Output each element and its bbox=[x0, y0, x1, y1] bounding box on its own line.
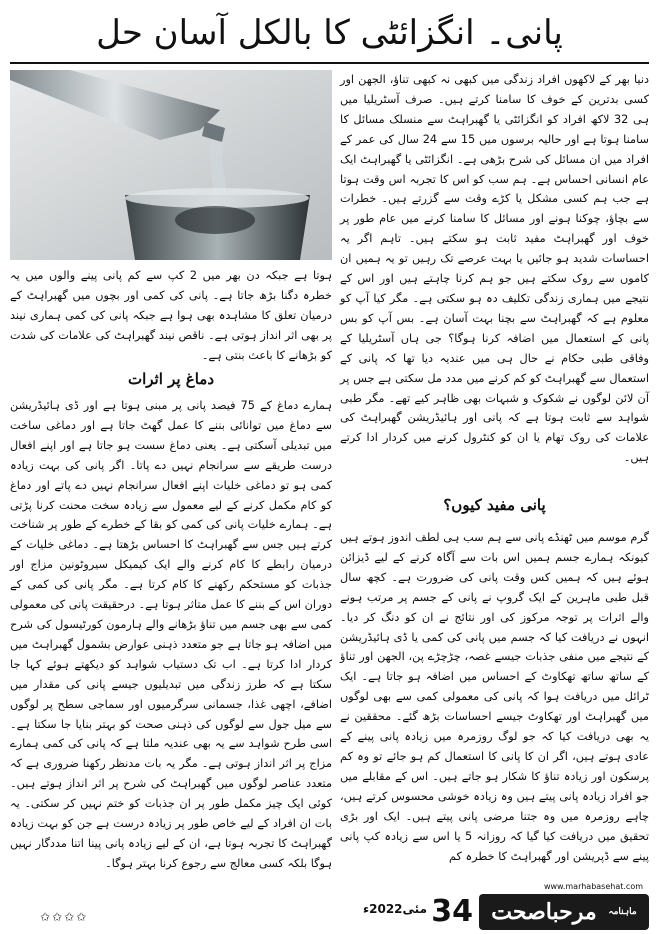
why-water-column bbox=[340, 528, 649, 906]
title-divider bbox=[10, 62, 649, 64]
left-top-paragraph: ہوتا ہے جبکہ دن بھر میں 2 کپ سے کم پانی پینے والوں میں یہ خطرہ دگنا بڑھ جاتا ہے۔ پانی کی کمی اور بچوں میں گھبراہٹ کے درمیان تعلق کا مشاہدہ بھی ہوا ہے جبکہ پانی کی کمی ہماری نیند پر بھی اثر انداز ہوتی ہے۔ ناقص نیند گھبراہٹ کی علامات کی شدت کو بڑھانے کا باعث بنتی ہے۔ bbox=[10, 269, 333, 362]
magazine-label: ماہنامہ bbox=[608, 907, 637, 917]
intro-column bbox=[340, 70, 649, 486]
issue-date: مئی2022ء bbox=[362, 902, 427, 916]
page-number: 34 bbox=[431, 894, 473, 929]
why-water-paragraph: گرم موسم میں ٹھنڈے پانی سے ہم سب ہی لطف اندوز ہوتے ہیں کیونکہ ہمارے جسم ہمیں اس بات سے آگاہ کرنے کے لیے ڈیزائن ہوئے ہیں کہ ہمیں کس وقت پانی کی ضرورت ہے۔ کچھ سال قبل طبی ماہرین کے ایک گروپ نے پانی کے جسم پر مرتب ہونے والے اثرات پر توجہ مرکوز کی اور نتائج نے ان کو دنگ کر دیا۔ انہوں نے دریافت کیا کہ جسم میں پانی کی کمی یا ڈی ہائیڈریشن کے نتیجے میں منفی جذبات جیسے غصہ، چڑچڑے پن، الجھن اور تناؤ کے ساتھ ساتھ تھکاوٹ کے احساس میں اضافہ ہو جاتا ہے۔ ایک ٹرائل میں دریافت ہوا کہ پانی کی معمولی کمی سے بھی لوگوں میں گھبراہٹ اور تھکاوٹ جیسے احساسات بڑھ گئے۔ محققین نے یہ بھی دریافت کیا کہ جو لوگ روزمرہ میں زیادہ پانی پینے کے عادی ہوتے ہیں، اگر ان کا پانی کا استعمال کم ہو جائے تو وہ کم پرسکون اور زیادہ تناؤ کا شکار ہو جاتے ہیں۔ اس کے مقابلے میں جو افراد زیادہ پانی پیتے ہیں وہ زیادہ خوشی محسوس کرتے ہیں، چاہے روزمرہ میں وہ جتنا مرضی پانی پیتے ہیں۔ ایک اور بڑی تحقیق میں دریافت کیا گیا کہ روزانہ 5 یا اس سے زیادہ کپ پانی پینے سے ڈپریشن اور گھبراہٹ کا خطرہ کم bbox=[340, 531, 649, 863]
magazine-name: مرحباصحت bbox=[491, 899, 597, 925]
section-heading-why-water: پانی مفید کیوں؟ bbox=[443, 496, 546, 514]
water-pouring-glass-icon bbox=[10, 70, 332, 260]
article-title: پانی۔ انگزائٹی کا بالکل آسان حل bbox=[96, 13, 563, 53]
magazine-logo bbox=[479, 894, 649, 930]
section-heading-brain: دماغ پر اثرات bbox=[127, 370, 215, 388]
water-pouring-photo bbox=[10, 70, 332, 260]
end-stars: ✩✩✩✩ bbox=[40, 910, 89, 924]
page-footer bbox=[340, 882, 649, 934]
brain-effects-column bbox=[10, 396, 332, 904]
intro-paragraph: دنیا بھر کے لاکھوں افراد زندگی میں کبھی نہ کبھی تناؤ، الجھن اور کسی بدترین کے خوف کا سامنا کرتے ہیں۔ صرف آسٹریلیا میں ہی 32 لاکھ افراد کو انگزائٹی یا گھبراہٹ سے منسلک مسائل کا سامنا ہوتا ہے اور حالیہ برسوں میں 15 سے 24 سال کی عمر کے افراد میں ان مسائل کی شرح بڑھی ہے۔ انگزائٹی یا گھبراہٹ ایک عام انسانی احساس ہے۔ ہم سب کو اس کا تجربہ اس وقت ہوتا ہے جب ہم کسی مشکل یا کڑے وقت سے گزرتے ہیں۔ خطرات سے بچاؤ، چوکنا ہونے اور مسائل کا سامنا کرنے میں عام طور پر خوف اور گھبراہٹ مفید ثابت ہو سکتے ہیں۔ تاہم اگر یہ احساسات شدید ہو جائیں یا بہت عرصے تک رہیں تو یہ ہمیں ان کاموں سے روک سکتے ہیں جو ہم کرنا چاہتے ہیں اور اس کے نتیجے میں ہماری زندگی تکلیف دہ ہو سکتی ہے۔ مگر کیا آپ کو معلوم ہے کہ گھبراہٹ سے بچنا بہت آسان ہے۔ بس آپ کو بس پانی کے استعمال میں اضافہ کرنا ہوگا؟ جی ہاں آسٹریلیا کے وفاقی طبی حکام نے حال ہی میں عندیہ دیا تھا کہ پانی کے استعمال سے گھبراہٹ کو کم کرنے میں مدد مل سکتی ہے جس پر آن لائن لوگوں نے شکوک و شبہات بھی ظاہر کیے تھے۔ مگر طبی شواہد سے ثابت ہوتا ہے کہ پانی اور ہائیڈریشن گھبراہٹ کی علامات کی روک تھام یا ان کو کنٹرول کرنے میں کردار ادا کرتے ہیں۔ bbox=[340, 73, 649, 465]
magazine-website: www.marhabasehat.com bbox=[543, 882, 643, 891]
brain-effects-paragraph: ہمارے دماغ کے 75 فیصد پانی پر مبنی ہوتا ہے اور ڈی ہائیڈریشن سے دماغ میں توانائی بننے کا عمل گھٹ جاتا ہے اور دماغی ساخت میں تبدیلی آسکتی ہے۔ یعنی دماغ سست ہو جاتا ہے اور اپنے افعال درست طریقے سے سرانجام نہیں دے پاتا۔ اگر پانی کی بہت زیادہ کمی ہو تو دماغی خلیات اپنے افعال سرانجام نہیں دے پاتے اور دماغ کو کام مکمل کرنے کے لیے معمول سے زیادہ سخت محنت کرنا پڑتی ہے۔ ہمارے خلیات پانی کی کمی کو بقا کے خطرے کے طور پر شناخت کرتے ہیں جس سے گھبراہٹ کا احساس بڑھتا ہے۔ دماغی خلیات کے درمیان رابطے کا کام کرنے والے ایک کیمیکل سیروٹونین مزاج اور جذبات کو مستحکم رکھنے کا کام کرتا ہے۔ مگر پانی کی کمی کے دوران اس کے بننے کا عمل متاثر ہوتا ہے۔ درحقیقت پانی کی معمولی کمی سے بھی جسم میں تناؤ بڑھانے والے ہارمون کورٹیسول کی شرح میں اضافہ ہو جاتا ہے جو متعدد ذہنی عوارض بشمول گھبراہٹ میں کردار ادا کرتا ہے۔ اب تک دستیاب شواہد کو دیکھتے ہوئے کہا جا سکتا ہے کہ طرز زندگی میں تبدیلیوں جیسے پانی کی مقدار میں اضافے، اچھی غذا، جسمانی سرگرمیوں اور سماجی سطح پر لوگوں سے میل جول سے لوگوں کی ذہنی صحت کو بہتر بنایا جا سکتا ہے۔ اسی طرح شواہد سے یہ بھی عندیہ ملتا ہے کہ پانی کی کمی ہمارے مزاج پر اثر انداز ہوتی ہے۔ مگر یہ بات مدنظر رکھنا ضروری ہے کہ متعدد عناصر لوگوں میں گھبراہٹ کی شرح پر اثر انداز ہوتے ہیں۔ کوئی ایک چیز مکمل طور پر ان جذبات کو ختم نہیں کر سکتی۔ یہ بات ان افراد کے لیے خاص طور پر زیادہ درست ہے جن کو بہت زیادہ گھبراہٹ کا تجربہ ہوتا ہے، ان کے لیے زیادہ پانی پینا اتنا مددگار نہیں ہوگا بلکہ کسی معالج سے رجوع کرنا بہتر ہوگا۔ bbox=[10, 399, 333, 870]
